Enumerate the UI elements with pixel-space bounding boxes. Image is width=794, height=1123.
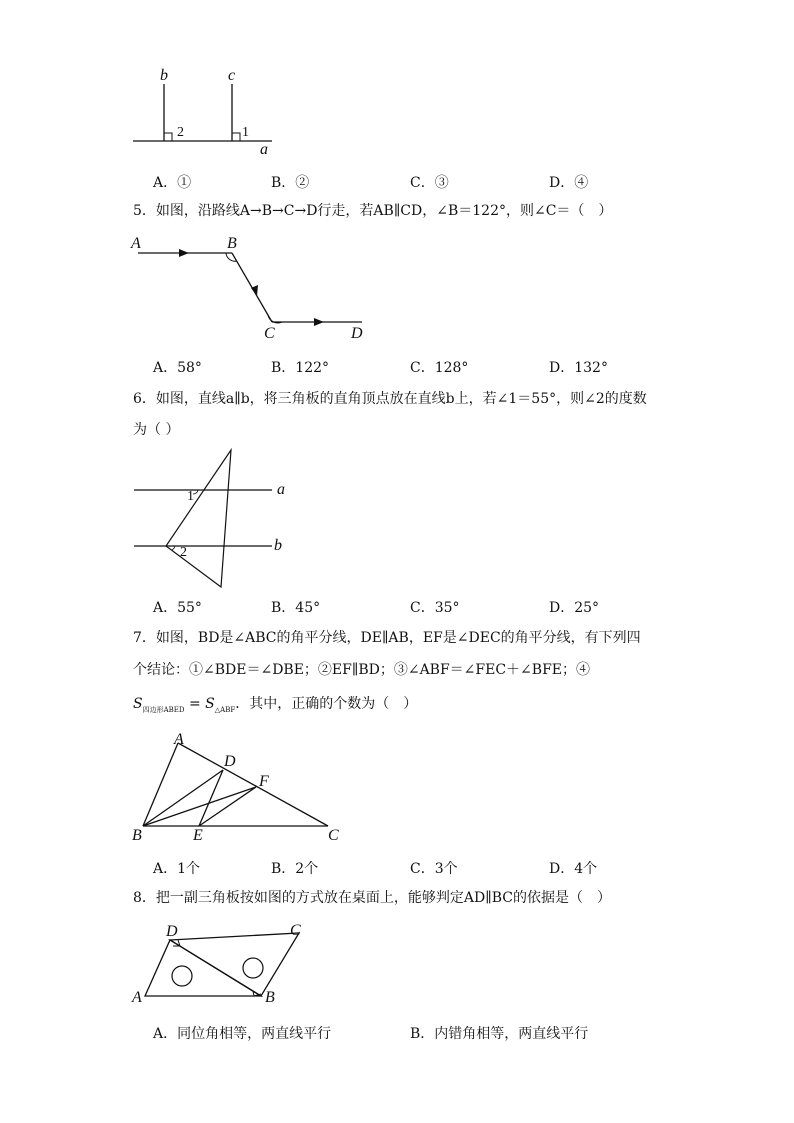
q8-option-a: A．同位角相等，两直线平行 — [153, 1026, 332, 1042]
label-E: E — [193, 827, 203, 844]
q5-option-b: B．122° — [271, 360, 330, 376]
q4-option-c: C．③ — [410, 175, 449, 191]
q4-option-b: B．② — [271, 175, 310, 191]
q6-option-b: B．45° — [271, 600, 321, 616]
q8-question: 8．把一副三角板按如图的方式放在桌面上，能够判定AD∥BC的依据是（ ） — [133, 890, 611, 906]
label-C: C — [264, 325, 275, 342]
q4-option-a: A．① — [153, 175, 192, 191]
q7-option-a: A．1个 — [153, 861, 201, 877]
label-c: c — [228, 67, 236, 84]
q5-option-d: D．132° — [549, 360, 608, 376]
label-b: b — [160, 67, 168, 84]
label-B: B — [265, 989, 275, 1006]
q6-option-d: D．25° — [549, 600, 600, 616]
label-A: A — [174, 731, 184, 748]
q8-option-b: B．内错角相等，两直线平行 — [410, 1026, 589, 1042]
figure-q8 — [126, 918, 316, 1010]
q7-question-line1: 7．如图，BD是∠ABC的角平分线，DE∥AB，EF是∠DEC的角平分线，有下列四 — [133, 630, 641, 646]
q5-option-a: A．58° — [153, 360, 202, 376]
label-D: D — [351, 325, 363, 342]
label-D: D — [166, 923, 178, 940]
label-C: C — [290, 922, 301, 939]
q5-question: 5．如图，沿路线A→B→C→D行走，若AB∥CD，∠B＝122°，则∠C＝（ ） — [133, 203, 613, 219]
label-B: B — [132, 827, 142, 844]
label-a: a — [260, 141, 268, 158]
figure-q6 — [126, 444, 296, 592]
figure-q5 — [126, 234, 376, 344]
label-1: 1 — [187, 489, 194, 504]
q5-option-c: C．128° — [410, 360, 469, 376]
q7-option-b: B．2个 — [271, 861, 319, 877]
label-C: C — [328, 827, 339, 844]
label-A: A — [132, 989, 142, 1006]
label-A: A — [131, 235, 141, 252]
label-2: 2 — [180, 545, 187, 560]
q7-question-line2: 个结论：①∠BDE＝∠DBE；②EF∥BD；③∠ABF＝∠FEC＋∠BFE；④ — [133, 662, 591, 678]
label-a: a — [277, 481, 285, 498]
q7-question-line3: $S_{四边形ABED} = S_{\triangle ABF}$．其中，正确的个数为（ ） — [133, 696, 418, 714]
q7-option-c: C．3个 — [410, 861, 458, 877]
q6-question-line1: 6．如图，直线a∥b，将三角板的直角顶点放在直线b上，若∠1＝55°，则∠2的度数 — [133, 391, 647, 407]
q7-option-d: D．4个 — [549, 861, 598, 877]
label-F: F — [259, 773, 269, 790]
q6-question-line2: 为（ ） — [133, 422, 180, 438]
label-B: B — [227, 235, 237, 252]
label-1: 1 — [242, 125, 249, 140]
label-b: b — [274, 537, 282, 554]
figure-q4 — [120, 62, 290, 160]
label-D: D — [224, 753, 236, 770]
q4-option-d: D．④ — [549, 175, 589, 191]
figure-q7 — [126, 728, 346, 846]
q6-option-a: A．55° — [153, 600, 202, 616]
q6-option-c: C．35° — [410, 600, 460, 616]
label-2: 2 — [177, 125, 184, 140]
